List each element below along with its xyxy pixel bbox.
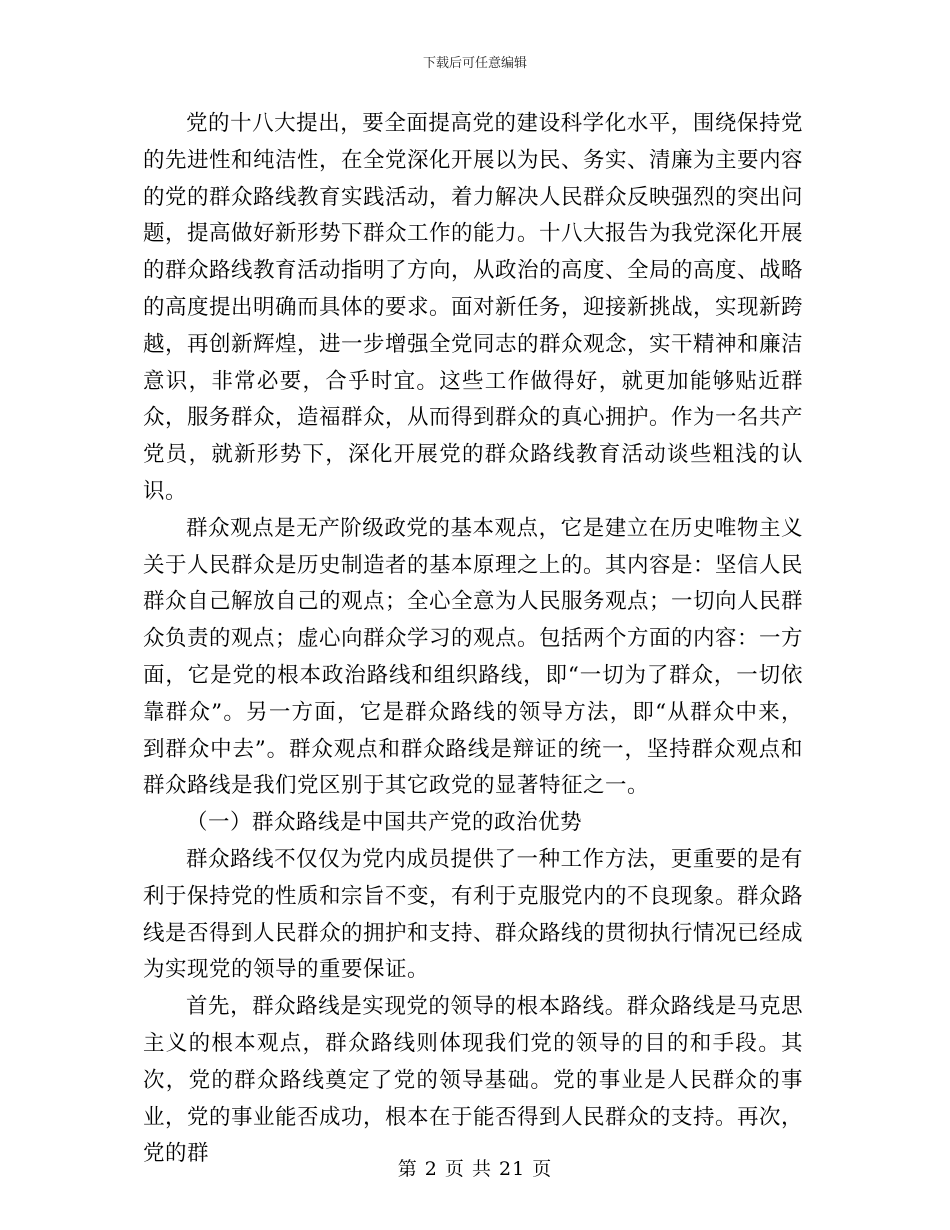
- page-header-note: 下载后可任意编辑: [422, 56, 527, 71]
- document-body: [143, 106, 803, 1173]
- page-number-footer: 第 2 页 共 21 页: [397, 1158, 553, 1180]
- paragraph-intro: 党的十八大提出，要全面提高党的建设科学化水平，围绕保持党的先进性和纯洁性，在全党深化开展以为民、务实、清廉为主要内容的党的群众路线教育实践活动，着力解决人民群众反映强烈的突出问题，提高做好新形势下群众工作的能力。十八大报告为我党深化开展的群众路线教育活动指明了方向，从政治的高度、全局的高度、战略的高度提出明确而具体的要求。面对新任务，迎接新挑战，实现新跨越，再创新辉煌，进一步增强全党同志的群众观念，实干精神和廉洁意识，非常必要，合乎时宜。这些工作做得好，就更加能够贴近群众，服务群众，造福群众，从而得到群众的真心拥护。作为一名共产党员，就新形势下，深化开展党的群众路线教育活动谈些粗浅的认识。: [143, 111, 804, 504]
- paragraph-mass-viewpoint: 群众观点是无产阶级政党的基本观点，它是建立在历史唯物主义关于人民群众是历史制造者的基本原理之上的。其内容是：坚信人民群众自己解放自己的观点；全心全意为人民服务观点；一切向人民群众负责的观点；虚心向群众学习的观点。包括两个方面的内容：一方面，它是党的根本政治路线和组织路线，即“一切为了群众，一切依靠群众”。另一方面，它是群众路线的领导方法，即“从群众中来，到群众中去”。群众观点和群众路线是辩证的统一，坚持群众观点和群众路线是我们党区别于其它政党的显著特征之一。: [143, 515, 804, 799]
- section-heading-1: （一）群众路线是中国共产党的政治优势: [186, 810, 583, 836]
- paragraph-mass-line: 群众路线不仅仅为党内成员提供了一种工作方法，更重要的是有利于保持党的性质和宗旨不变，有利于克服党内的不良现象。群众路线是否得到人民群众的拥护和支持、群众路线的贯彻执行情况已经成为实现党的领导的重要保证。: [143, 846, 804, 983]
- paragraph-first-second: 首先，群众路线是实现党的领导的根本路线。群众路线是马克思主义的根本观点，群众路线则体现我们党的领导的目的和手段。其次，党的群众路线奠定了党的领导基础。党的事业是人民群众的事业，党的事业能否成功，根本在于能否得到人民群众的支持。再次，党的群: [143, 994, 804, 1167]
